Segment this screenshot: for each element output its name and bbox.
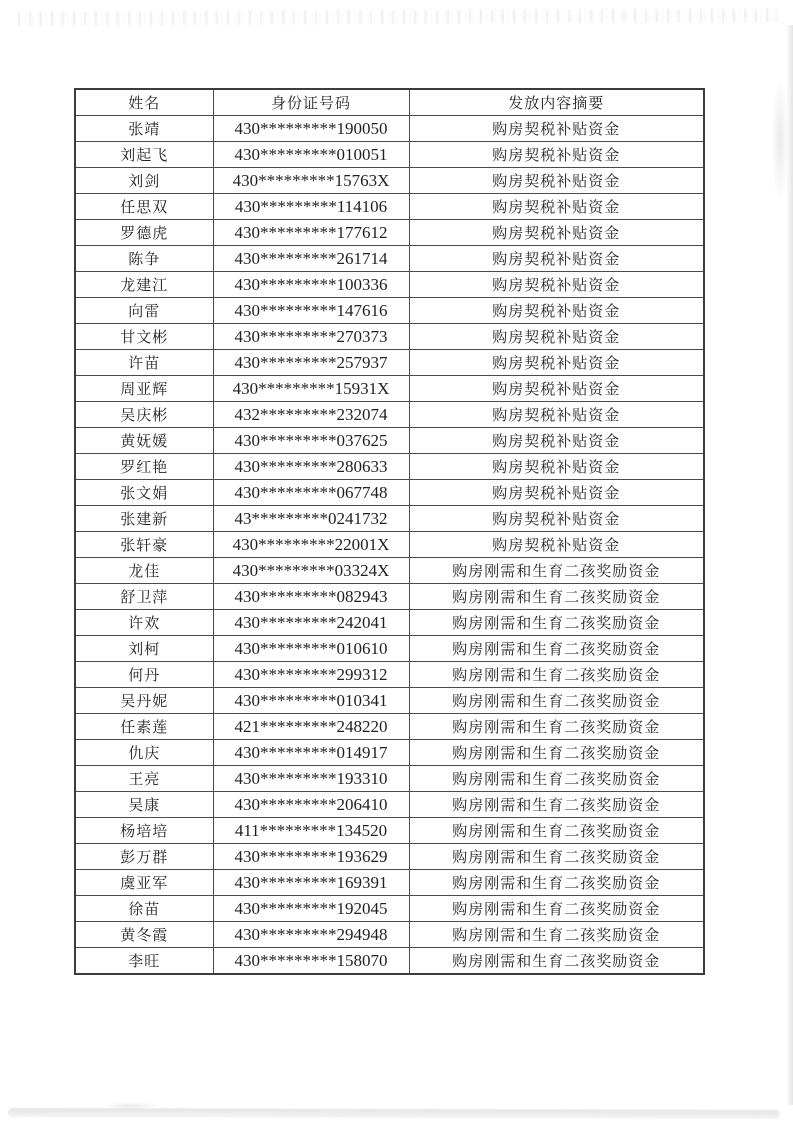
summary-cell: 购房契税补贴资金 [409,532,704,558]
table-row [75,636,704,662]
id-cell: 43*********0241732 [213,506,409,532]
name-cell: 罗红艳 [75,454,213,480]
name-cell: 龙建江 [75,272,213,298]
summary-cell: 购房契税补贴资金 [409,142,704,168]
table-row [75,662,704,688]
id-cell: 430*********158070 [213,948,409,975]
id-cell: 430*********15931X [213,376,409,402]
table-row [75,142,704,168]
name-cell: 黄妩媛 [75,428,213,454]
name-cell: 张靖 [75,116,213,142]
id-cell: 430*********192045 [213,896,409,922]
id-cell: 430*********270373 [213,324,409,350]
id-cell: 430*********100336 [213,272,409,298]
name-cell: 任素莲 [75,714,213,740]
summary-cell: 购房契税补贴资金 [409,350,704,376]
table-row [75,350,704,376]
table-row [75,610,704,636]
summary-cell: 购房刚需和生育二孩奖励资金 [409,584,704,610]
table-row [75,740,704,766]
name-cell: 杨培培 [75,818,213,844]
summary-cell: 购房契税补贴资金 [409,168,704,194]
table-row [75,818,704,844]
summary-cell: 购房契税补贴资金 [409,428,704,454]
summary-cell: 购房契税补贴资金 [409,402,704,428]
table-row [75,766,704,792]
id-cell: 430*********193629 [213,844,409,870]
id-cell: 430*********22001X [213,532,409,558]
id-cell: 430*********299312 [213,662,409,688]
id-cell: 430*********294948 [213,922,409,948]
beneficiary-table [74,88,705,975]
table-row [75,584,704,610]
name-cell: 彭万群 [75,844,213,870]
table-row [75,922,704,948]
summary-cell: 购房刚需和生育二孩奖励资金 [409,636,704,662]
scan-artifact-right-band [786,25,793,1105]
id-cell: 430*********15763X [213,168,409,194]
summary-cell: 购房契税补贴资金 [409,272,704,298]
table-row [75,324,704,350]
summary-cell: 购房契税补贴资金 [409,116,704,142]
name-cell: 张建新 [75,506,213,532]
summary-cell: 购房契税补贴资金 [409,298,704,324]
table-row [75,480,704,506]
name-cell: 徐苗 [75,896,213,922]
summary-cell: 购房刚需和生育二孩奖励资金 [409,558,704,584]
id-cell: 430*********190050 [213,116,409,142]
summary-cell: 购房刚需和生育二孩奖励资金 [409,740,704,766]
table-row [75,558,704,584]
table-header [75,89,704,116]
summary-cell: 购房刚需和生育二孩奖励资金 [409,688,704,714]
name-cell: 任思双 [75,194,213,220]
summary-cell: 购房刚需和生育二孩奖励资金 [409,792,704,818]
id-cell: 430*********257937 [213,350,409,376]
summary-cell: 购房契税补贴资金 [409,246,704,272]
name-cell: 陈争 [75,246,213,272]
name-cell: 吴康 [75,792,213,818]
table-row [75,168,704,194]
name-cell: 虞亚军 [75,870,213,896]
table-row [75,402,704,428]
table-row [75,454,704,480]
table-row [75,428,704,454]
name-cell: 何丹 [75,662,213,688]
id-cell: 430*********037625 [213,428,409,454]
name-cell: 仇庆 [75,740,213,766]
table-row [75,298,704,324]
id-cell: 430*********261714 [213,246,409,272]
table-row [75,714,704,740]
summary-cell: 购房契税补贴资金 [409,376,704,402]
summary-cell: 购房刚需和生育二孩奖励资金 [409,662,704,688]
table-row [75,116,704,142]
id-cell: 430*********010610 [213,636,409,662]
table-row [75,376,704,402]
summary-cell: 购房契税补贴资金 [409,506,704,532]
name-cell: 许欢 [75,610,213,636]
summary-cell: 购房刚需和生育二孩奖励资金 [409,818,704,844]
id-cell: 430*********010341 [213,688,409,714]
name-cell: 周亚辉 [75,376,213,402]
id-cell: 430*********082943 [213,584,409,610]
table-row [75,948,704,975]
summary-cell: 购房刚需和生育二孩奖励资金 [409,870,704,896]
table-row [75,272,704,298]
name-cell: 张文娟 [75,480,213,506]
summary-cell: 购房刚需和生育二孩奖励资金 [409,922,704,948]
name-cell: 吴庆彬 [75,402,213,428]
table-row [75,870,704,896]
column-header-id: 身份证号码 [213,89,409,116]
summary-cell: 购房契税补贴资金 [409,220,704,246]
column-header-summary: 发放内容摘要 [409,89,704,116]
id-cell: 430*********193310 [213,766,409,792]
summary-cell: 购房刚需和生育二孩奖励资金 [409,844,704,870]
name-cell: 刘剑 [75,168,213,194]
table-row [75,688,704,714]
name-cell: 黄冬霞 [75,922,213,948]
table-row [75,506,704,532]
name-cell: 甘文彬 [75,324,213,350]
summary-cell: 购房刚需和生育二孩奖励资金 [409,766,704,792]
column-header-name: 姓名 [75,89,213,116]
id-cell: 411*********134520 [213,818,409,844]
id-cell: 432*********232074 [213,402,409,428]
table-row [75,532,704,558]
id-cell: 421*********248220 [213,714,409,740]
name-cell: 舒卫萍 [75,584,213,610]
scan-artifact-top-speckle [18,8,778,25]
table-row [75,792,704,818]
header-row [75,89,704,116]
summary-cell: 购房契税补贴资金 [409,194,704,220]
name-cell: 张轩豪 [75,532,213,558]
table-row [75,194,704,220]
summary-cell: 购房契税补贴资金 [409,480,704,506]
table-row [75,896,704,922]
table-row [75,844,704,870]
scan-artifact-bottom-blob [96,1101,166,1111]
id-cell: 430*********169391 [213,870,409,896]
summary-cell: 购房契税补贴资金 [409,324,704,350]
id-cell: 430*********280633 [213,454,409,480]
id-cell: 430*********177612 [213,220,409,246]
scan-artifact-right-smudge [769,55,791,225]
table-row [75,246,704,272]
id-cell: 430*********114106 [213,194,409,220]
id-cell: 430*********147616 [213,298,409,324]
name-cell: 罗德虎 [75,220,213,246]
name-cell: 王亮 [75,766,213,792]
summary-cell: 购房刚需和生育二孩奖励资金 [409,896,704,922]
summary-cell: 购房刚需和生育二孩奖励资金 [409,714,704,740]
table-body [75,116,704,975]
id-cell: 430*********014917 [213,740,409,766]
id-cell: 430*********206410 [213,792,409,818]
table-row [75,220,704,246]
id-cell: 430*********010051 [213,142,409,168]
id-cell: 430*********067748 [213,480,409,506]
id-cell: 430*********03324X [213,558,409,584]
name-cell: 许苗 [75,350,213,376]
name-cell: 向雷 [75,298,213,324]
name-cell: 刘柯 [75,636,213,662]
name-cell: 李旺 [75,948,213,975]
summary-cell: 购房契税补贴资金 [409,454,704,480]
summary-cell: 购房刚需和生育二孩奖励资金 [409,610,704,636]
scan-artifact-bottom-band [8,1108,780,1119]
name-cell: 刘起飞 [75,142,213,168]
name-cell: 龙佳 [75,558,213,584]
name-cell: 吴丹妮 [75,688,213,714]
summary-cell: 购房刚需和生育二孩奖励资金 [409,948,704,975]
beneficiary-table-container [74,88,703,975]
id-cell: 430*********242041 [213,610,409,636]
